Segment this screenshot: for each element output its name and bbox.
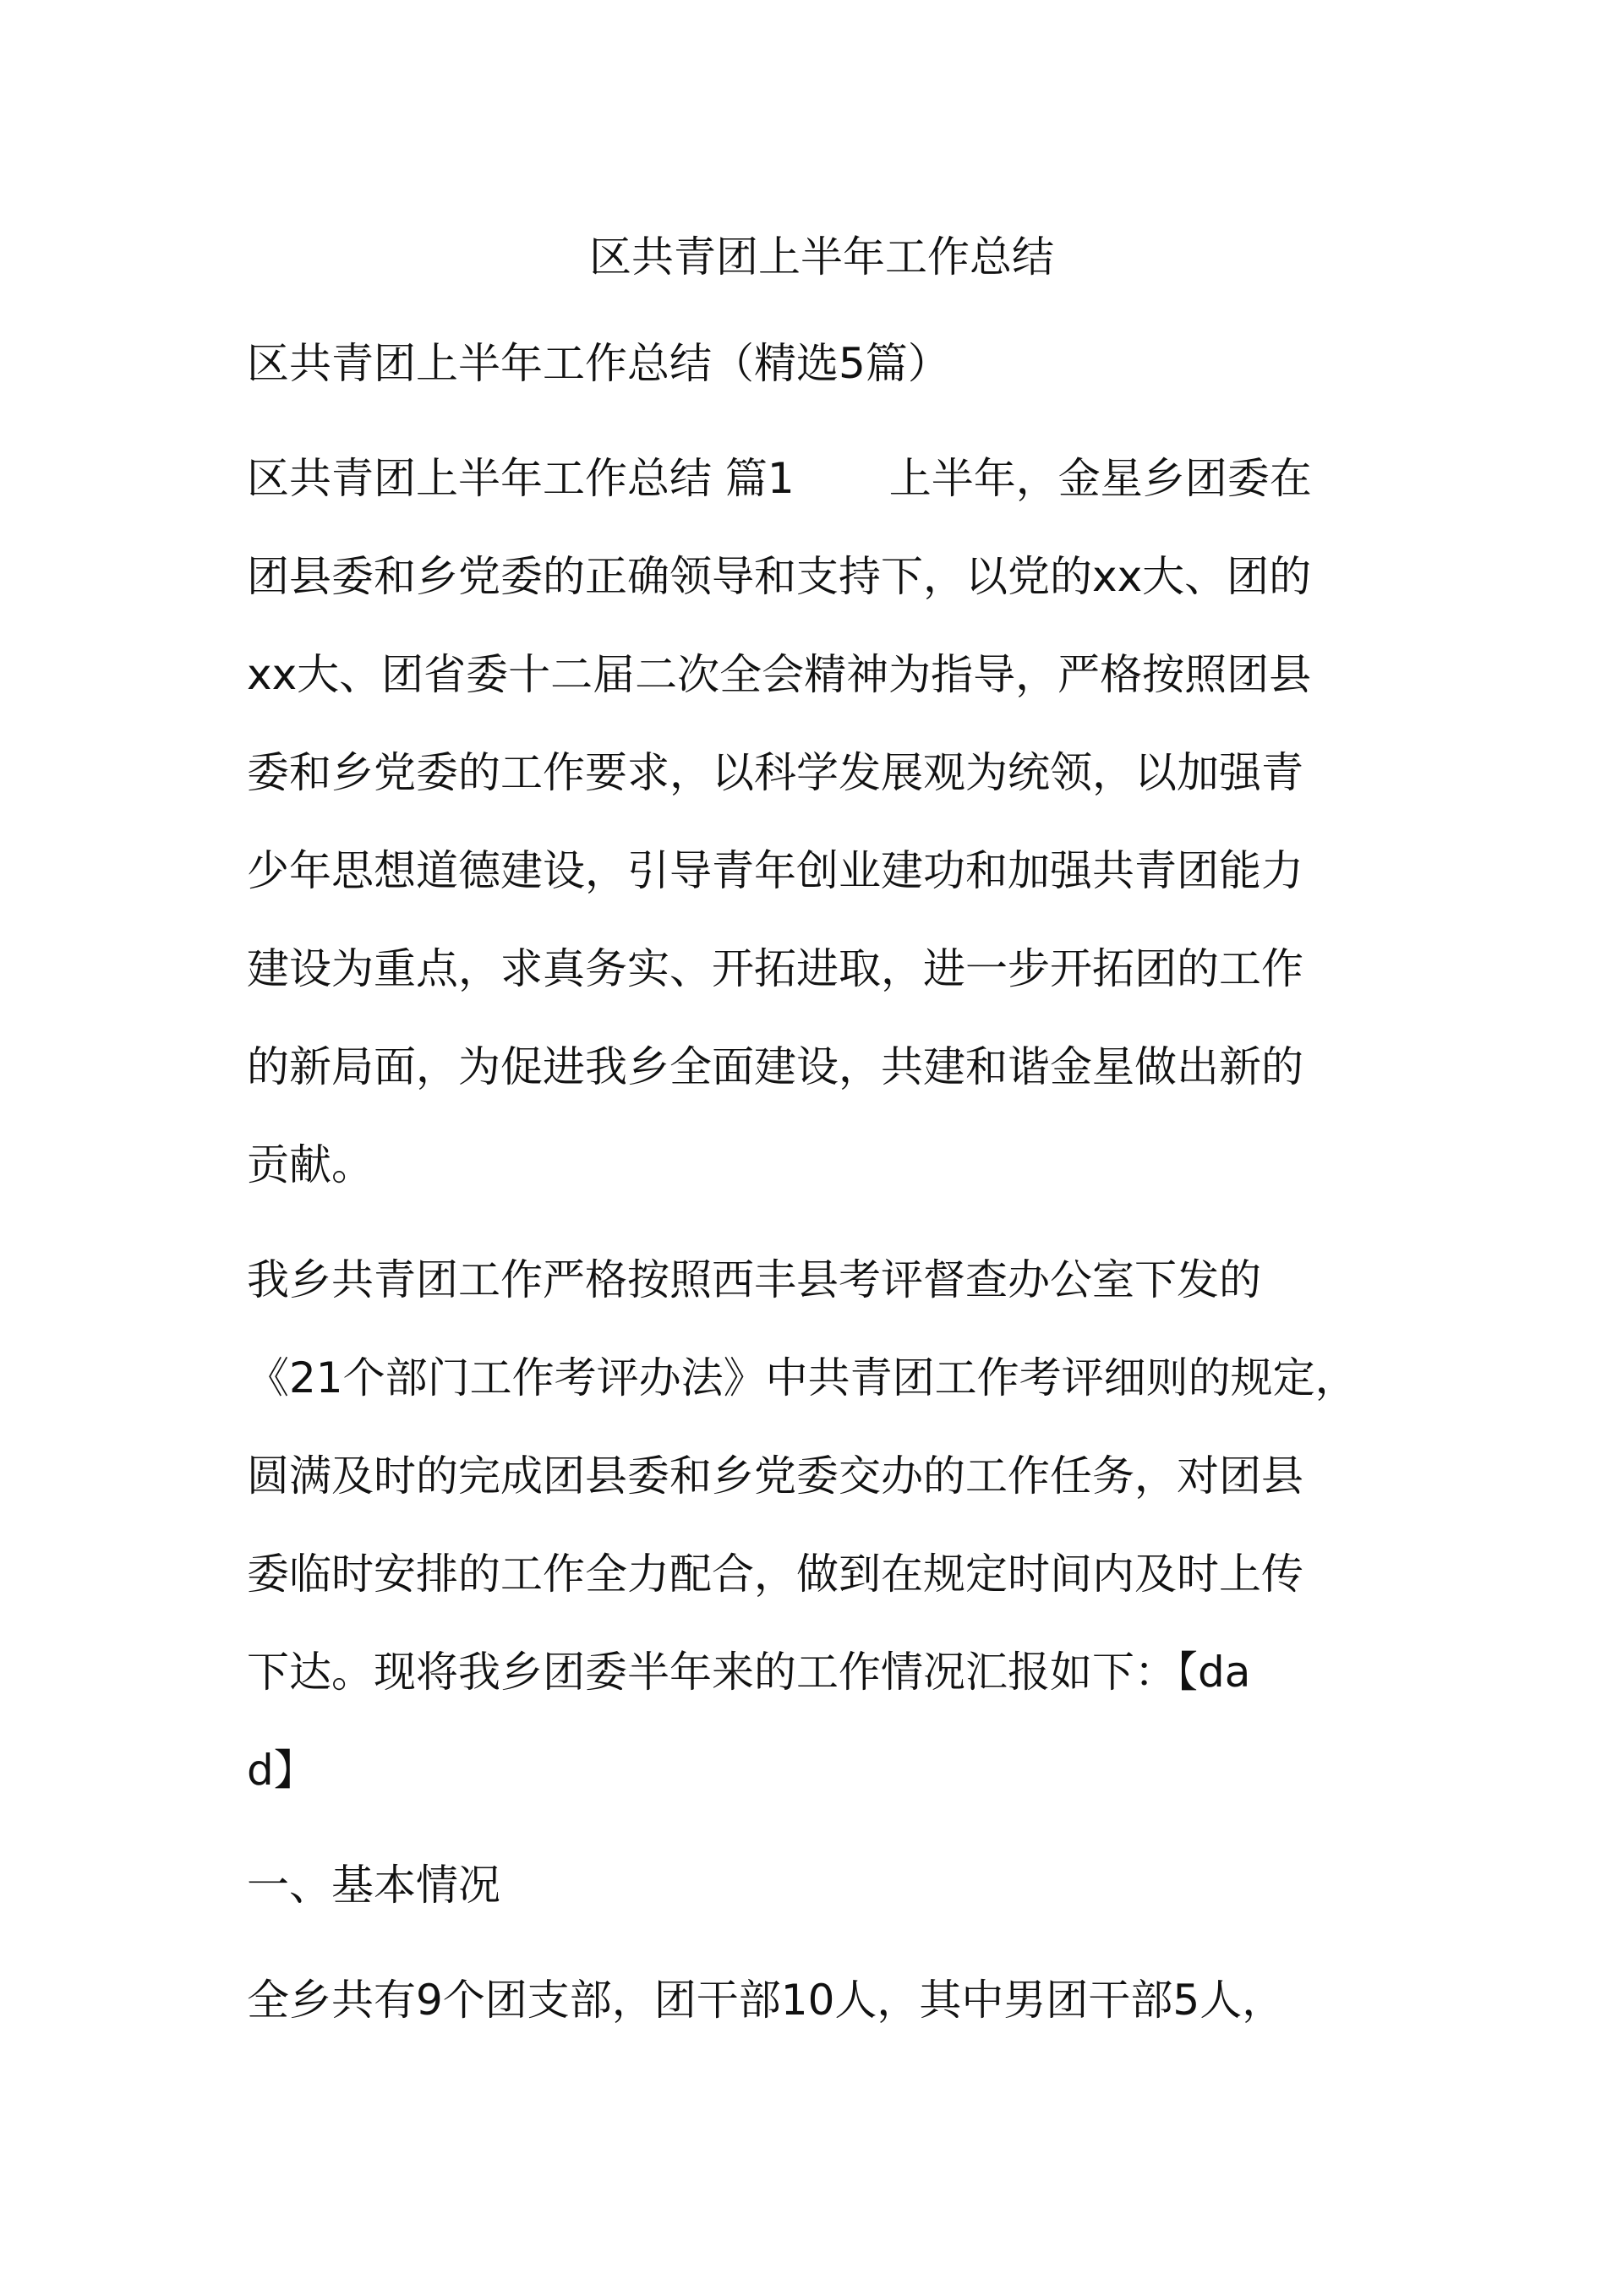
subtitle-line: 区共青团上半年工作总结（精选5篇） xyxy=(247,339,950,388)
paragraph-2-line-1: 我乡共青团工作严格按照西丰县考评督查办公室下发的 xyxy=(247,1255,1261,1304)
paragraph-2-line-4: 委临时安排的工作全力配合，做到在规定时间内及时上传 xyxy=(247,1550,1303,1599)
section-heading: 区共青团上半年工作总结 篇1 xyxy=(247,454,795,503)
paragraph-1-line-4: 委和乡党委的工作要求，以科学发展观为统领，以加强青 xyxy=(247,748,1303,797)
document-title: 区共青团上半年工作总结 xyxy=(589,232,1054,282)
paragraph-2-line-3: 圆满及时的完成团县委和乡党委交办的工作任务，对团县 xyxy=(247,1451,1303,1501)
paragraph-1-line-7: 的新局面，为促进我乡全面建设，共建和谐金星做出新的 xyxy=(247,1042,1303,1091)
basic-heading-text: 一、基本情况 xyxy=(247,1861,500,1910)
paragraph-1-line-2: 团县委和乡党委的正确领导和支持下，以党的xx大、团的 xyxy=(247,552,1312,601)
paragraph-1-line-6: 建设为重点，求真务实、开拓进取，进一步开拓团的工作 xyxy=(247,944,1303,993)
paragraph-1-line-8: 贡献。 xyxy=(247,1140,374,1189)
paragraph-1-line-3: xx大、团省委十二届二次全会精神为指导，严格按照团县 xyxy=(247,650,1312,699)
document-body xyxy=(247,220,1396,2066)
paragraph-1 xyxy=(247,429,1396,1214)
section-basic-heading xyxy=(247,1836,1396,1934)
document-subtitle xyxy=(247,314,1396,413)
paragraph-3-line-1: 全乡共有9个团支部，团干部10人，其中男团干部5人， xyxy=(247,1976,1285,2025)
paragraph-3 xyxy=(247,1951,1396,2049)
paragraph-1-line-5: 少年思想道德建设，引导青年创业建功和加强共青团能力 xyxy=(247,846,1303,895)
paragraph-2 xyxy=(247,1231,1396,1819)
paragraph-1-text-start: 上半年，金星乡团委在 xyxy=(888,454,1312,503)
paragraph-1-line-1 xyxy=(247,429,1396,528)
paragraph-2-line-5: 下达。现将我乡团委半年来的工作情况汇报如下：【da xyxy=(247,1648,1251,1697)
paragraph-2-line-2: 《21个部门工作考评办法》中共青团工作考评细则的规定， xyxy=(247,1353,1358,1402)
paragraph-2-line-6: d】 xyxy=(247,1746,316,1795)
